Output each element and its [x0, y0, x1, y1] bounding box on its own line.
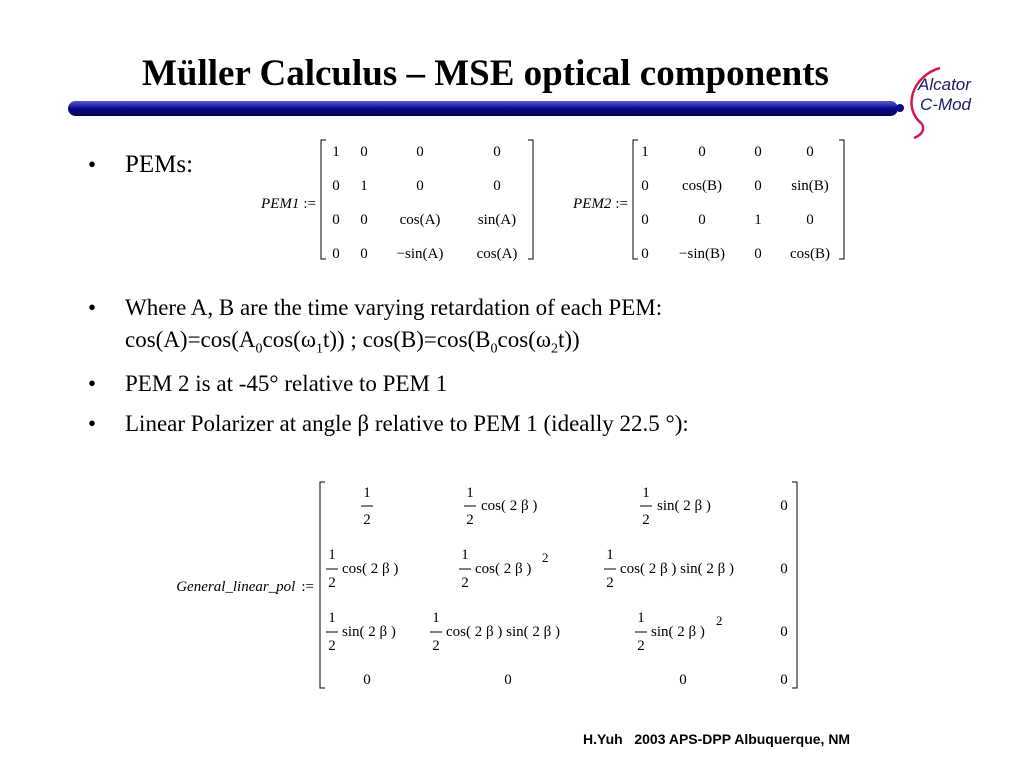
pem2-cells	[641, 144, 830, 262]
cell-zero: 0	[780, 561, 788, 577]
frac-den: 2	[328, 638, 336, 654]
frac-num: 1	[637, 610, 645, 626]
frac-num: 1	[642, 485, 650, 501]
frac-num: 1	[432, 610, 440, 626]
polarizer-cells	[328, 485, 788, 688]
frac-den: 2	[328, 575, 336, 591]
cell-zero: 0	[679, 672, 687, 688]
pem2-cell-r0c2: 0	[754, 144, 762, 160]
logo-line2: C-Mod	[920, 95, 972, 114]
cell-zero: 0	[780, 498, 788, 514]
frac-num: 1	[606, 547, 614, 563]
pem2-cell-r0c3: 0	[806, 144, 814, 160]
pem2-cell-r1c1: cos(B)	[682, 178, 722, 194]
cell-zero: 0	[363, 672, 371, 688]
pem1-cell-r2c2: cos(A)	[399, 212, 441, 228]
frac-den: 2	[363, 512, 371, 528]
pem2-cell-r0c1: 0	[698, 144, 706, 160]
bullet-dot: •	[88, 411, 97, 436]
bullet-pems-text: PEMs:	[125, 151, 194, 178]
pem1-cells	[332, 144, 517, 262]
cell-term: cos( 2 β )	[481, 498, 538, 514]
cell-zero: 0	[780, 672, 788, 688]
pem2-cell-r2c0: 0	[641, 212, 649, 228]
pem2-cell-r0c0: 1	[641, 144, 649, 160]
cell-term: sin( 2 β )	[657, 498, 711, 514]
cell-zero: 0	[504, 672, 512, 688]
pem1-cell-r1c2: 0	[416, 178, 424, 194]
pem1-cell-r0c2: 0	[416, 144, 424, 160]
pem1-cell-r1c0: 0	[332, 178, 340, 194]
frac-den: 2	[606, 575, 614, 591]
bullet-dot: •	[88, 295, 97, 320]
frac-num: 1	[328, 610, 336, 626]
superscript: 2	[716, 613, 723, 628]
pem1-cell-r3c1: 0	[360, 246, 368, 262]
frac-num: 1	[363, 485, 371, 501]
bullet-dot: •	[88, 152, 97, 177]
cell-zero: 0	[780, 624, 788, 640]
pem1-cell-r0c3: 0	[493, 144, 501, 160]
frac-den: 2	[642, 512, 650, 528]
pem2-cell-r3c0: 0	[641, 246, 649, 262]
pem2-angle-text: PEM 2 is at -45° relative to PEM 1	[125, 371, 448, 396]
pem2-cell-r2c2: 1	[754, 212, 762, 228]
pem1-cell-r3c0: 0	[332, 246, 340, 262]
pem1-cell-r0c0: 1	[332, 144, 340, 160]
polarizer-text: Linear Polarizer at angle β relative to PEM 1 (ideally 22.5 °):	[125, 411, 689, 436]
pem1-cell-r1c3: 0	[493, 178, 501, 194]
slide-title: Müller Calculus – MSE optical components	[142, 53, 829, 94]
cell-term: cos( 2 β ) sin( 2 β )	[620, 561, 734, 577]
pem2-cell-r2c1: 0	[698, 212, 706, 228]
pem2-cell-r1c3: sin(B)	[791, 178, 829, 194]
pem2-cell-r3c2: 0	[754, 246, 762, 262]
pem2-cell-r3c1: −sin(B)	[679, 246, 725, 262]
frac-den: 2	[432, 638, 440, 654]
pem2-cell-r1c2: 0	[754, 178, 762, 194]
frac-num: 1	[466, 485, 474, 501]
pem1-assign: PEM1 :=	[261, 196, 316, 212]
cell-term: cos( 2 β )	[342, 561, 399, 577]
frac-num: 1	[461, 547, 469, 563]
cell-term: sin( 2 β )	[651, 624, 705, 640]
frac-num: 1	[328, 547, 336, 563]
pem1-cell-r2c0: 0	[332, 212, 340, 228]
pem2-cell-r2c3: 0	[806, 212, 814, 228]
pem1-cell-r2c3: sin(A)	[477, 212, 517, 228]
pem1-cell-r0c1: 0	[360, 144, 368, 160]
pem2-assign: PEM2 :=	[573, 196, 628, 212]
cell-term: sin( 2 β )	[342, 624, 396, 640]
pem2-cell-r1c0: 0	[641, 178, 649, 194]
superscript: 2	[542, 550, 549, 565]
pem1-cell-r3c2: −sin(A)	[396, 246, 444, 262]
bullet-dot: •	[88, 371, 97, 396]
frac-den: 2	[461, 575, 469, 591]
pem1-cell-r2c1: 0	[360, 212, 368, 228]
logo-line1: Alcator	[918, 75, 971, 94]
cell-term: cos( 2 β )	[475, 561, 532, 577]
retardation-text-line1: Where A, B are the time varying retardation of each PEM:	[125, 295, 663, 320]
footer-credit: H.Yuh 2003 APS-DPP Albuquerque, NM	[583, 731, 851, 747]
pem1-cell-r3c3: cos(A)	[476, 246, 518, 262]
pem1-cell-r1c1: 1	[360, 178, 368, 194]
polarizer-assign: General_linear_pol :=	[176, 579, 314, 595]
retardation-text-line2: $\cos(A)=\cos(A_0\cos(\omega_1t))$ ; $\cos(B)=\cos(B_0\cos(\omega_2t))$	[125, 327, 580, 357]
pem2-cell-r3c3: cos(B)	[790, 246, 830, 262]
frac-den: 2	[637, 638, 645, 654]
frac-den: 2	[466, 512, 474, 528]
cell-term: cos( 2 β ) sin( 2 β )	[446, 624, 560, 640]
